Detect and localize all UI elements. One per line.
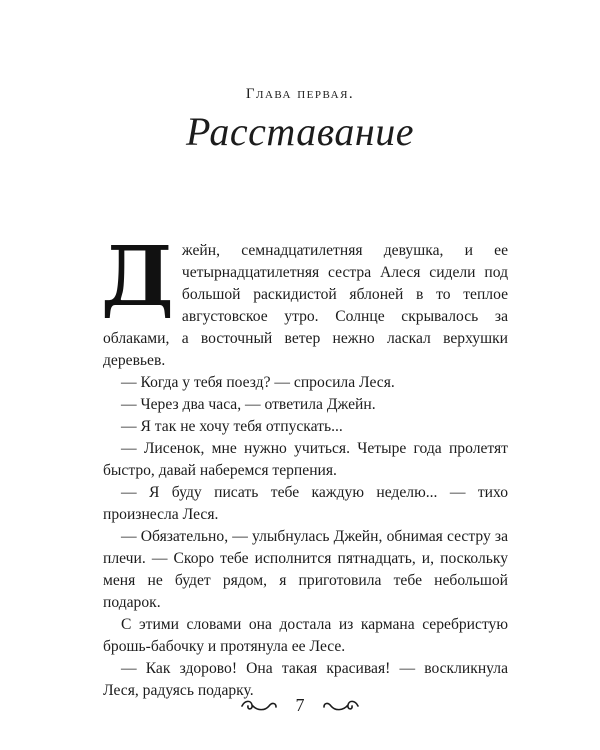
paragraph-1-text: жейн, семнадцатилетняя девушка, и ее четырнадцатилетняя сестра Алеся сидели под большой раскидистой яблоней в то теплое августовское утро. Солнце скрывалось за облаками, а восточный ветер нежно ласкал верхушки деревьев. xyxy=(103,242,508,369)
chapter-title: Расставание xyxy=(186,109,414,154)
paragraph-6: — Я буду писать тебе каждую неделю... — тихо произнесла Леся. xyxy=(103,484,508,523)
paragraph-5: — Лисенок, мне нужно учиться. Четыре года пролетят быстро, давай наберемся терпения. xyxy=(103,440,508,479)
flourish-right-icon xyxy=(321,699,361,713)
paragraph-7: — Обязательно, — улыбнулась Джейн, обнимая сестру за плечи. — Скоро тебе исполнится пятнадцать, и, поскольку меня не будет рядом, я приготовила тебе небольшой подарок. xyxy=(103,528,508,611)
paragraph-1 xyxy=(101,229,508,372)
paragraph-2: — Когда у тебя поезд? — спросила Леся. xyxy=(121,374,395,391)
chapter-body xyxy=(101,229,508,702)
chapter-label: Глава первая. xyxy=(245,86,355,102)
drop-cap-letter: Д xyxy=(101,229,174,325)
page-footer xyxy=(0,694,600,716)
paragraph-9: — Как здорово! Она такая красивая! — воскликнула Леся, радуясь подарку. xyxy=(103,660,508,699)
paragraph-8: С этими словами она достала из кармана серебристую брошь-бабочку и протянула ее Лесе. xyxy=(103,616,508,655)
flourish-left-icon xyxy=(239,699,279,713)
paragraph-3: — Через два часа, — ответила Джейн. xyxy=(121,396,376,413)
page-number: 7 xyxy=(295,695,305,716)
paragraph-4: — Я так не хочу тебя отпускать... xyxy=(121,418,343,435)
